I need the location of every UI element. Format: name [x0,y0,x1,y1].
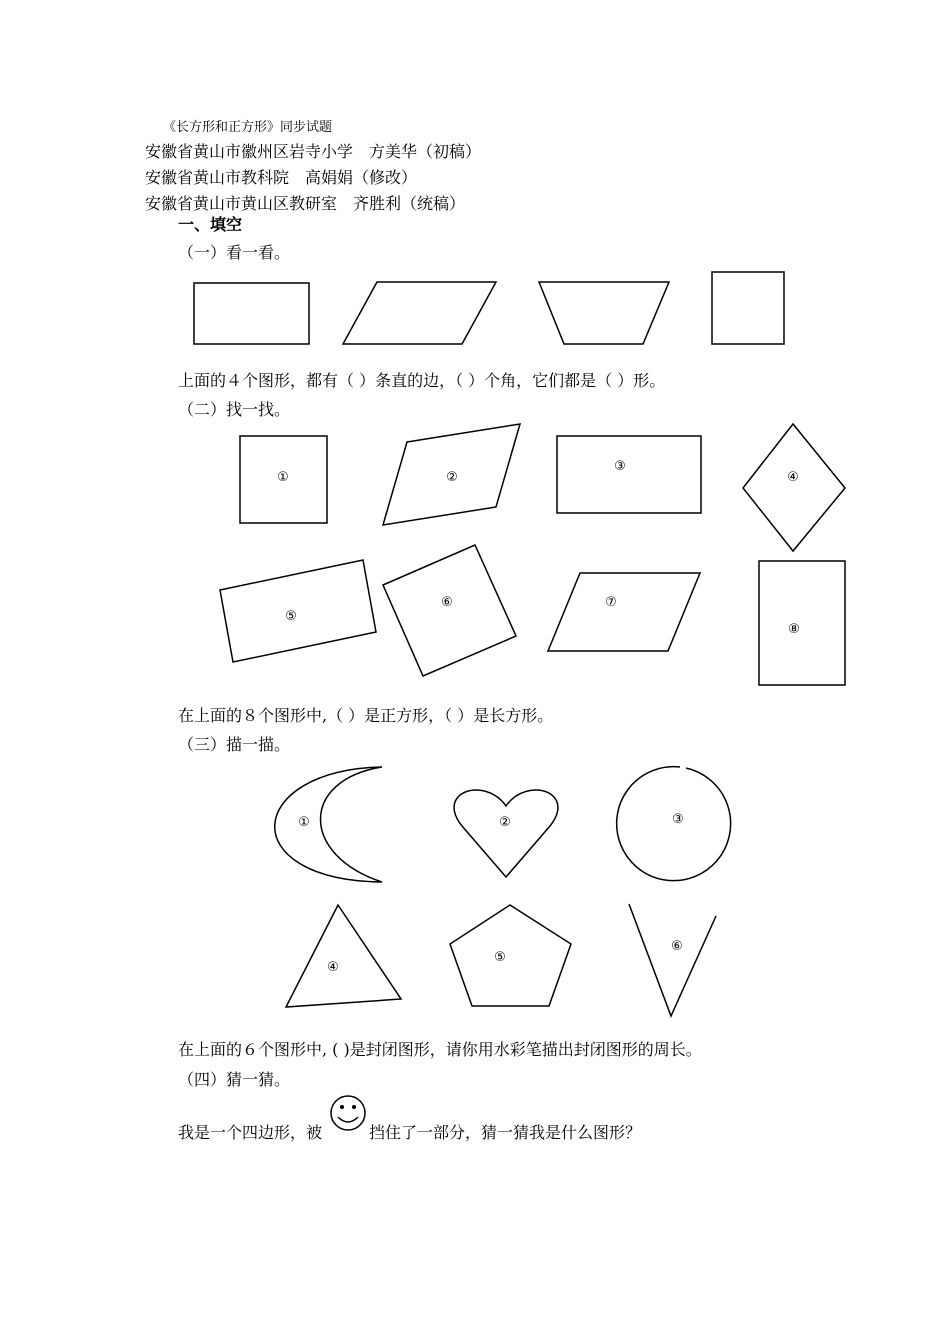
part2-label: （二）找一找。 [178,400,291,419]
p2-label-6: ⑥ [441,595,453,610]
document-title: 《长方形和正方形》同步试题 [163,120,333,135]
p2-label-8: ⑧ [788,622,800,637]
p2-shape-7-parallelogram [548,573,700,651]
part4-question-after: 挡住了一部分，猜一猜我是什么图形？ [369,1123,642,1142]
p3-shape-4-triangle [286,905,401,1007]
p3-label-5: ⑤ [494,950,506,965]
part2-question: 在上面的８个图形中,（ ）是正方形，（ ）是长方形。 [178,706,554,725]
p2-label-1: ① [277,470,289,485]
p2-label-4: ④ [787,470,799,485]
part1-question: 上面的４个图形，都有（ ）条直的边，（ ）个角，它们都是（ ）形。 [178,371,666,390]
p1-trapezoid [539,282,669,344]
p2-label-7: ⑦ [605,595,617,610]
p3-label-2: ② [499,815,511,830]
part4-question-before: 我是一个四边形，被 [178,1123,323,1142]
p2-shape-8-rectangle [759,561,845,685]
part3-label: （三）描一描。 [178,735,291,754]
section-heading: 一、填空 [178,215,243,234]
p3-shape-1-crescent [275,767,382,882]
p2-label-2: ② [446,470,458,485]
p3-shape-2-heart [454,790,558,877]
p3-label-3: ③ [672,812,684,827]
part3-question: 在上面的６个图形中, ( )是封闭图形，请你用水彩笔描出封闭图形的周长。 [178,1040,702,1059]
p3-label-1: ① [298,815,310,830]
p3-label-6: ⑥ [671,939,683,954]
p1-rectangle [194,283,309,344]
p1-parallelogram [343,282,496,344]
p2-label-5: ⑤ [285,609,297,624]
author-line-2: 安徽省黄山市教科院 高娟娟（修改） [145,168,418,187]
part1-label: （一）看一看。 [178,243,291,262]
p2-shape-6-tilted-square [383,545,516,676]
p1-square [712,272,784,344]
p3-shape-6-open-v [629,904,716,1016]
p3-shape-5-pentagon [450,905,571,1006]
part4-label: （四）猜一猜。 [178,1070,291,1089]
p2-shape-5-tilted-rectangle [220,560,376,662]
p3-label-4: ④ [327,960,339,975]
p2-label-3: ③ [614,459,626,474]
author-line-1: 安徽省黄山市徽州区岩寺小学 方美华（初稿） [145,142,482,161]
smiley-face-icon [331,1096,365,1130]
author-line-3: 安徽省黄山市黄山区教研室 齐胜利（统稿） [145,194,466,213]
p2-shape-4-rhombus [743,424,845,551]
p2-shape-3-rectangle [557,436,701,513]
